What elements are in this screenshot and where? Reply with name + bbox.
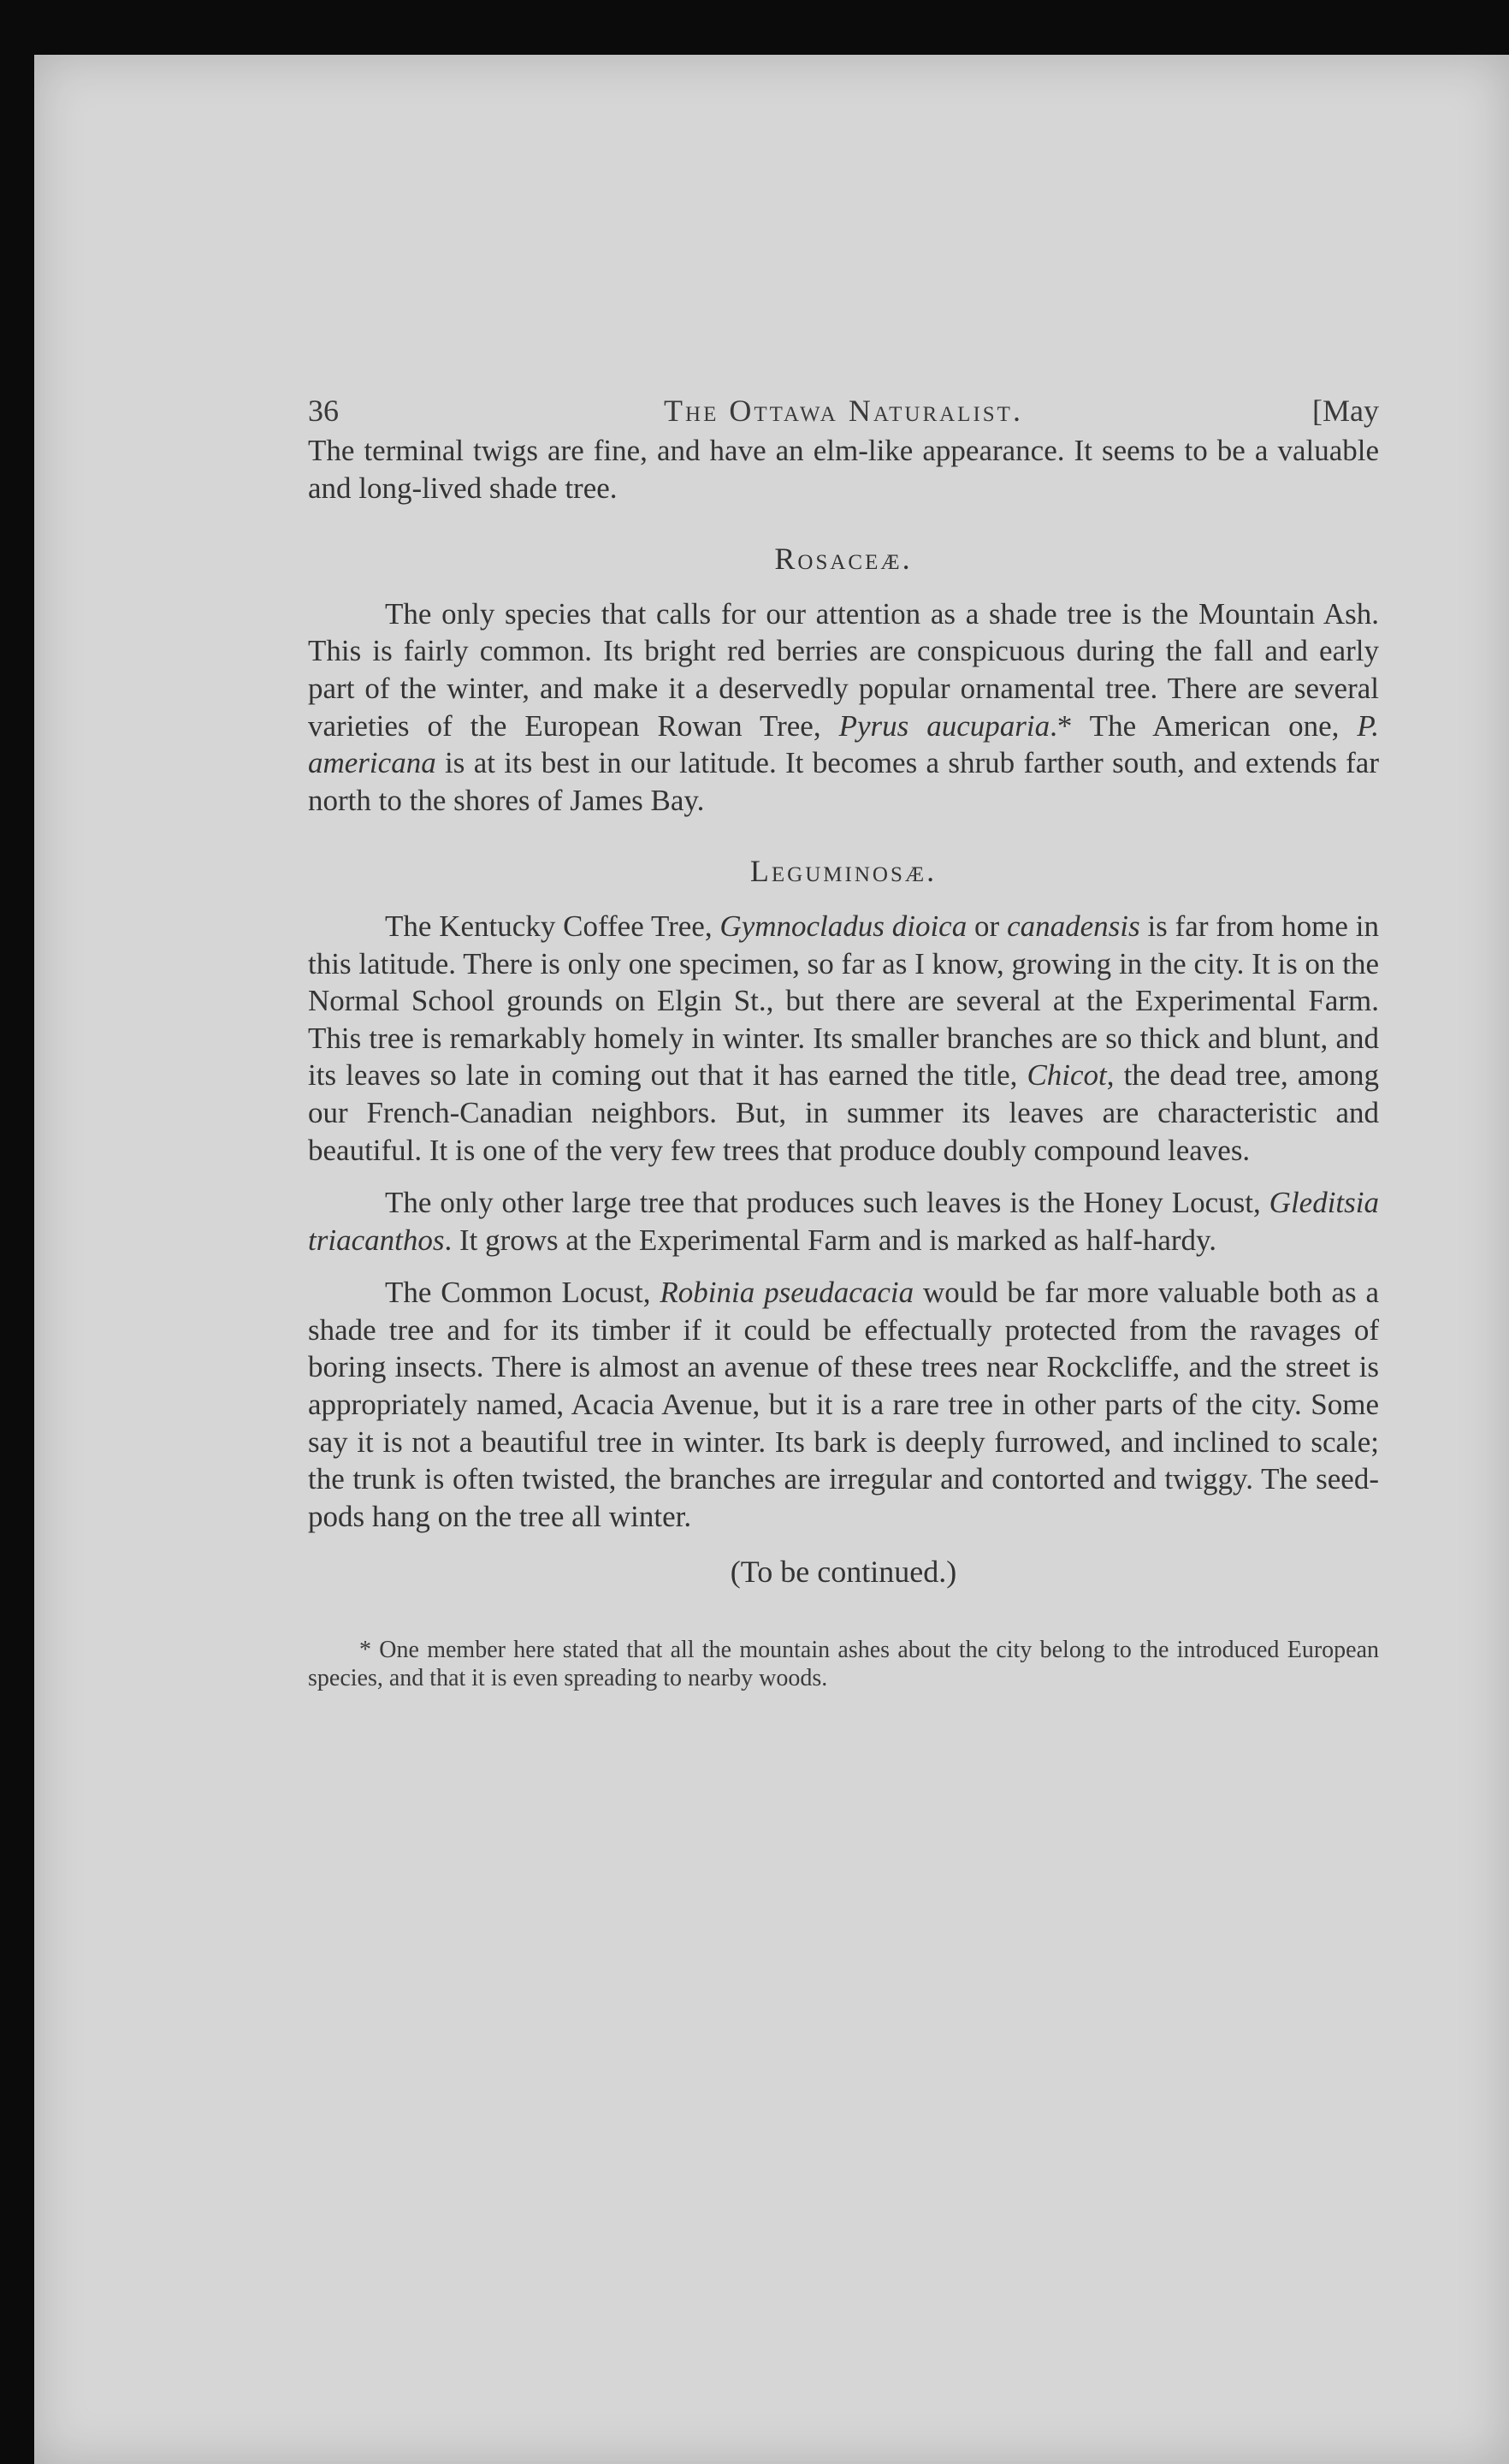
running-head (308, 381, 1379, 432)
text-run: The Kentucky Coffee Tree, (385, 909, 720, 943)
text-run: The only other large tree that produces such leaves is the Honey Locust, (385, 1186, 1269, 1220)
species-name: Gymnocladus dioica (719, 909, 968, 943)
species-name: P. americana (308, 708, 1379, 780)
text-run: . It grows at the Experimental Farm and is marked as half-hardy. (444, 1223, 1217, 1257)
leguminosae-paragraph-3 (308, 1274, 1379, 1535)
text-run: is far from home in this latitude. There is only one specimen, so far as I know, growing in the city. It is on the Normal School grounds on Elgin St., but there are several at the Experimental Farm. This tree is remarkably homely in winter. Its smaller branches are so thick and blunt, and its leaves so late in coming out that it has earned the title, (308, 909, 1380, 1093)
text-run: .* The American one, (1050, 708, 1358, 743)
species-name: Robinia pseudacacia (660, 1276, 914, 1310)
species-name: canadensis (1007, 909, 1140, 943)
section-heading-rosaceae: Rosaceæ. (774, 542, 913, 577)
text-run: , the dead tree, among our French-Canadian neighbors. But, in summer its leaves are characteristic and beautiful. It is one of the very few trees that produce doubly compound leaves. (308, 1058, 1379, 1167)
journal-title: The Ottawa Naturalist. (664, 394, 1023, 428)
species-name: Pyrus aucuparia (838, 708, 1050, 743)
rosaceae-paragraph (308, 595, 1379, 820)
nickname: Chicot (1027, 1058, 1107, 1093)
issue-month: [May (1312, 394, 1379, 428)
continued-note: (To be continued.) (730, 1555, 957, 1590)
text-run: is at its best in our latitude. It becomes a shrub farther south, and extends far north to the shores of James Bay. (308, 746, 1379, 817)
opening-paragraph: The terminal twigs are fine, and have an elm-like appearance. It seems to be a valuable and long-lived shade tree. (308, 434, 1379, 505)
text-run: or (967, 909, 1008, 943)
footnote-text: * One member here stated that all the mountain ashes about the city belong to the introduced European species, and that it is even spreading to nearby woods. (308, 1637, 1379, 1692)
leguminosae-paragraph-1 (308, 908, 1379, 1169)
page-number: 36 (308, 394, 339, 428)
footnote (308, 1636, 1379, 1692)
text-run: would be far more valuable both as a shade tree and for its timber if it could be effectually protected from the ravages of boring insects. There is almost an avenue of these trees near Rockcliffe, and the street is appropriately named, Acacia Avenue, but it is a rare tree in other parts of the city. Some say it is not a beautiful tree in winter. Its bark is deeply furrowed, and inclined to scale; the trunk is often twisted, the branches are irregular and contorted and twiggy. The seed-pods hang on the tree all winter. (308, 1276, 1379, 1533)
page-text (308, 381, 1379, 1692)
leguminosae-paragraph-2 (308, 1184, 1379, 1259)
text-run: The only species that calls for our attention as a shade tree is the Mountain Ash. This is fairly common. Its bright red berries are conspicuous during the fall and early part of the winter, and make it a deservedly popular ornamental tree. There are several varieties of the European Rowan Tree, (308, 596, 1379, 743)
species-name: Gleditsia triacanthos (308, 1186, 1379, 1257)
section-heading-leguminosae: Leguminosæ. (749, 854, 938, 889)
text-run: The Common Locust, (385, 1276, 660, 1310)
